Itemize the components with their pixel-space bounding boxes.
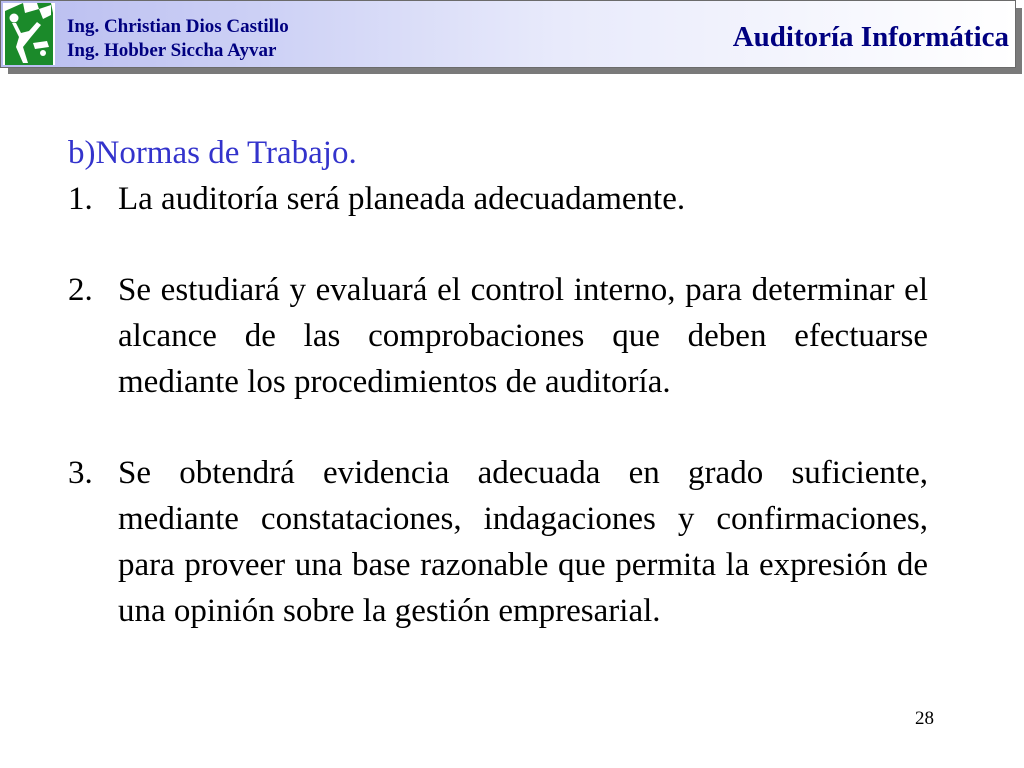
list-item-text: Se obtendrá evidencia adecuada en grado suficiente, mediante constataciones, indagaciones y confirmaciones, para proveer una base razonable que permita la expresión de una opinión sobre la gestión empresarial. [118, 455, 928, 629]
list-item-number: 1. [68, 181, 93, 217]
list-item [68, 267, 928, 405]
header-bar [0, 0, 1016, 68]
author-2: Ing. Hobber Siccha Ayvar [67, 40, 277, 61]
slide-number: 28 [915, 708, 934, 729]
green-figure-logo-icon [3, 3, 55, 65]
spacer [68, 405, 928, 450]
list-item [68, 176, 928, 222]
list-item-number: 3. [68, 455, 93, 491]
slide-content [68, 130, 928, 634]
list-item [68, 450, 928, 634]
presentation-title: Auditoría Informática [732, 21, 1009, 53]
authors [67, 15, 289, 63]
section-heading: b)Normas de Trabajo. [68, 135, 357, 171]
list-item-text: Se estudiará y evaluará el control interno, para determinar el alcance de las comprobaciones que deben efectuarse mediante los procedimientos de auditoría. [118, 272, 928, 400]
list-item-text: La auditoría será planeada adecuadamente. [118, 181, 686, 217]
spacer [68, 222, 928, 267]
author-1: Ing. Christian Dios Castillo [67, 16, 289, 37]
list-item-number: 2. [68, 272, 93, 308]
